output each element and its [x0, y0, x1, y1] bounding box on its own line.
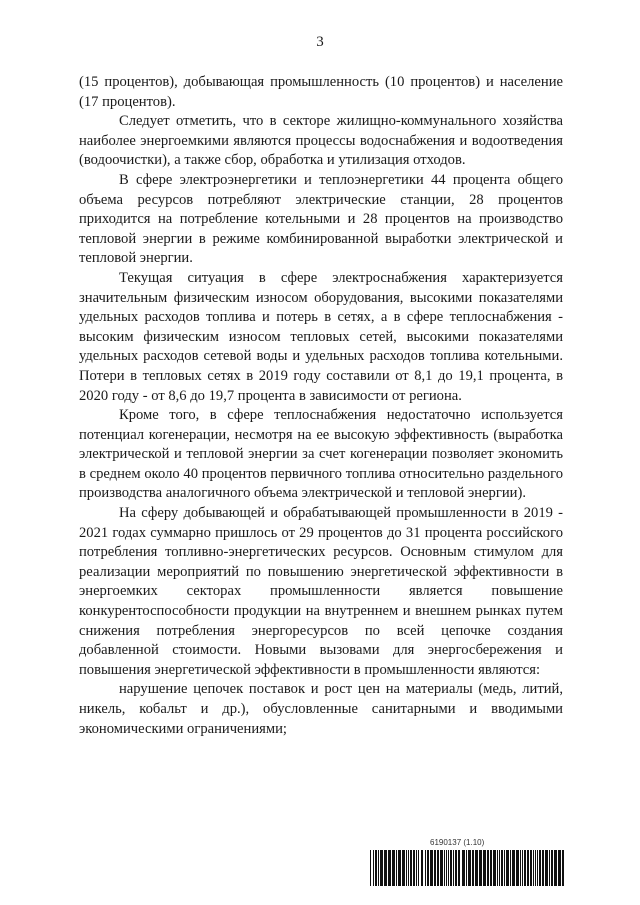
paragraph-7: нарушение цепочек поставок и рост цен на материалы (медь, литий, никель, кобальт и др.), обусловленные санитарными и вводимыми экономическими ограничениями;: [79, 681, 563, 737]
paragraph-6: На сферу добывающей и обрабатывающей промышленности в 2019 - 2021 годах суммарно пришлось от 29 процентов до 31 процента российского потребления топливно-энергетических ресурсов. Основным стимулом для реализации мероприятий по повышению энергетической эффективности в энергоемких секторах промышленности является повышение конкурентоспособности продукции на внутреннем и внешнем рынках путем снижения потребления энергоресурсов по всей цепочке создания добавленной стоимости. Новыми вызовами для энергосбережения и повышения энергетической эффективности в промышленности являются:: [79, 505, 563, 678]
paragraph-2: Следует отметить, что в секторе жилищно-коммунального хозяйства наиболее энергоемкими являются процессы водоснабжения и водоотведения (водоочистки), а также сбор, обработка и утилизация отходов.: [79, 113, 563, 169]
paragraph-4: Текущая ситуация в сфере электроснабжения характеризуется значительным физическим износом оборудования, высокими показателями удельных расходов топлива и потерь в сетях, а в сфере теплоснабжения - высоким физическим износом тепловых сетей, высокими показателями удельных расходов сетевой воды и удельных расходов топлива котельными. Потери в тепловых сетях в 2019 году составили от 8,1 до 19,1 процента, в 2020 году - от 8,6 до 19,7 процента в зависимости от региона.: [79, 269, 563, 404]
document-barcode: [368, 838, 568, 888]
paragraph-1: (15 процентов), добывающая промышленность (10 процентов) и население (17 процентов).: [79, 74, 563, 110]
page-number: 3: [316, 34, 324, 50]
paragraph-3: В сфере электроэнергетики и теплоэнергетики 44 процента общего объема ресурсов потребляют электрические станции, 28 процентов приходится на потребление котельными и 28 процентов на производство тепловой энергии в режиме комбинированной выработки электрической и тепловой энергии.: [79, 171, 563, 267]
document-body: [79, 73, 563, 739]
document-code: 6190137 (1.10): [430, 838, 485, 847]
paragraph-5: Кроме того, в сфере теплоснабжения недостаточно используется потенциал когенерации, несмотря на ее высокую эффективность (выработка электрической и тепловой энергии за счет когенерации позволяет экономить в среднем около 40 процентов первичного топлива относительно раздельного производства аналогичного объема электрической и тепловой энергии).: [79, 407, 563, 502]
barcode-icon: [368, 850, 568, 886]
